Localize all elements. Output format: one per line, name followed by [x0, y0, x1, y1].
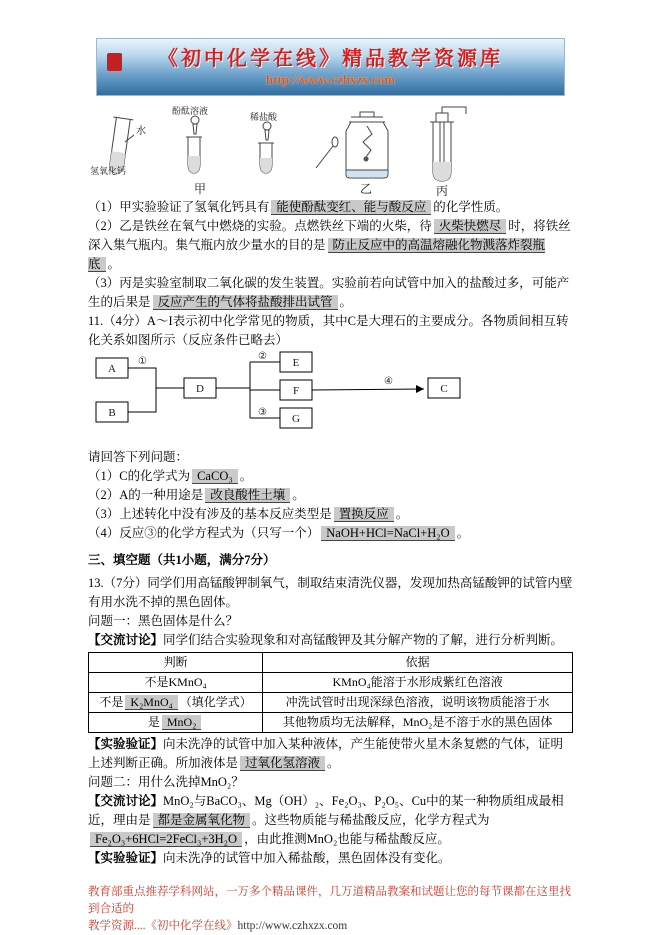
label-yi: 乙 — [360, 182, 373, 196]
q10-item-2 — [88, 217, 573, 274]
q13-equation-answer: Fe₂O₃+6HCl=2FeCl₃+3H₂O — [90, 832, 242, 847]
row2-judgment — [89, 693, 263, 713]
dropper-hcl — [258, 122, 274, 173]
header-judgment: 判断 — [89, 653, 263, 673]
row2-answer: K₂MnO₄ — [125, 695, 177, 710]
dropper-phenolphthalein — [186, 116, 202, 173]
q11-stem: 11.（4分）A～I表示初中化学常见的物质，其中C是大理石的主要成分。各物质间相互转化关系如图所示（反应条件已略去） — [88, 314, 569, 347]
burning-match — [316, 137, 338, 168]
q13-discussion-2-pre: MnO₂与BaCO₃、Mg（OH）₂、Fe₂O₃、P₂O₅、Cu中的某一种物质组成最相近，理由是 — [88, 794, 564, 827]
q11-s2-answer: 改良酸性土壤 — [205, 488, 290, 503]
discussion-tag: 【交流讨论】 — [88, 633, 164, 647]
q10-i2-post: 。 — [107, 257, 121, 271]
q13-discussion-2 — [88, 792, 573, 849]
q11-sub-3 — [88, 505, 573, 524]
row3-answer: MnO₂ — [162, 715, 202, 730]
row1-basis: KMnO₄能溶于水形成紫红色溶液 — [263, 673, 573, 693]
q10-i1-pre: （1）甲实验验证了氢氧化钙具有 — [88, 200, 270, 214]
q10-item-1 — [88, 198, 573, 217]
verify-tag: 【实验验证】 — [88, 851, 164, 865]
site-banner — [96, 38, 565, 96]
reaction-3-label: ③ — [258, 407, 267, 418]
label-dilute-hcl: 稀盐酸 — [250, 112, 278, 122]
q11-s1-post: 。 — [239, 469, 253, 483]
node-g: G — [292, 413, 300, 425]
judgment-basis-table — [88, 652, 573, 733]
q13-verify-1-pre: 向未洗净的试管中加入某种液体，产生能使带火星木条复燃的气体，证明上述判断正确。所加液体是 — [88, 737, 564, 770]
q13-equation-post: ，由此推测MnO₂也能与稀盐酸反应。 — [244, 832, 450, 846]
node-d: D — [196, 383, 204, 395]
q13-discussion-2-mid: 。这些物质能与稀盐酸反应，化学方程式为 — [252, 813, 490, 827]
q10-i3-pre: （3）丙是实验室制取二氧化碳的发生装置。实验前若向试管中加入的盐酸过多，可能产生的后果是 — [88, 276, 570, 309]
label-jia: 甲 — [194, 182, 207, 196]
reaction-1-label: ① — [138, 356, 147, 367]
node-a: A — [108, 363, 116, 375]
q10-i2-answer-2: 防止反应中的高温熔融化物溅落炸裂瓶底 — [88, 238, 546, 271]
section-3-heading: 三、填空题（共1小题，满分7分） — [88, 553, 276, 567]
q11-s3-post: 。 — [395, 507, 409, 521]
table-row — [89, 693, 573, 713]
q10-i1-answer: 能使酚酞变红、能与酸反应 — [271, 200, 431, 215]
label-bing: 丙 — [436, 184, 449, 196]
q13-problem-1: 问题一：黑色固体是什么？ — [88, 614, 239, 628]
footer-line-1: 教育部重点推荐学科网站，一万多个精品课件，几万道精品教案和试题让您的每节课都在这里找到合适的 — [88, 886, 571, 915]
label-water: 水 — [136, 126, 146, 137]
q10-item-3 — [88, 274, 573, 312]
footer-line-2-text: 教学资源....《初中化学在线》 — [88, 920, 238, 932]
node-f: F — [292, 385, 300, 397]
banner-url-link[interactable]: http://www.czhxzx.com — [265, 71, 396, 87]
footer-url-link[interactable]: http://www.czhxzx.com — [237, 920, 348, 932]
q11-s3-answer: 置换反应 — [334, 507, 394, 522]
q10-i3-post: 。 — [339, 295, 353, 309]
q13-discussion-1-text: 同学们结合实验现象和对高锰酸钾及其分解产物的了解，进行分析判断。 — [163, 633, 564, 647]
q11-s1-answer: CaCO₃ — [192, 469, 238, 484]
q11-sub-2 — [88, 486, 573, 505]
q11-sub-1 — [88, 467, 573, 486]
q11-s4-answer: NaOH+HCl=NaCl+H₂O — [321, 526, 454, 541]
header-basis: 依据 — [263, 653, 573, 673]
row3-basis: 其他物质均无法解释，MnO₂是不溶于水的黑色固体 — [263, 713, 573, 733]
apparatus-figure — [88, 104, 573, 196]
label-calcium-hydroxide: 氢氧化钙 — [90, 166, 127, 176]
table-row — [89, 713, 573, 733]
q13-verify-2 — [88, 849, 573, 868]
q13-discussion-1 — [88, 631, 573, 650]
q11-flow-diagram — [88, 350, 573, 446]
q11-prompt: 请回答下列问题： — [88, 450, 189, 464]
q13-stem: 13.（7分）同学们用高锰酸钾制氧气，制取结束清洗仪器，发现加热高锰酸钾的试管内壁有用水洗不掉的黑色固体。 — [88, 576, 573, 609]
q13-verify-1-post: 。 — [327, 756, 340, 770]
q10-i3-answer: 反应产生的气体将盐酸排出试管 — [153, 295, 338, 310]
q10-i1-post: 的化学性质。 — [433, 200, 509, 214]
q11-s2-pre: （2）A的一种用途是 — [88, 488, 204, 502]
q13-verify-2-text: 向未洗净的试管中加入稀盐酸，黑色固体没有变化。 — [163, 851, 451, 865]
banner-title: 《初中化学在线》精品教学资源库 — [158, 47, 503, 70]
reaction-4-label: ④ — [384, 376, 393, 387]
q13-discussion-2-answer: 都是金属氧化物 — [153, 813, 251, 828]
row3-pre: 是 — [147, 715, 160, 729]
discussion-tag: 【交流讨论】 — [88, 794, 164, 808]
row2-pre: 不是 — [99, 695, 124, 709]
q10-i2-pre: （2）乙是铁丝在氧气中燃烧的实验。点燃铁丝下端的火柴，待 — [88, 219, 432, 233]
generator-tube — [430, 107, 466, 181]
table-row — [89, 673, 573, 693]
q11-s3-pre: （3）上述转化中没有涉及的基本反应类型是 — [88, 507, 332, 521]
table-header-row — [89, 653, 573, 673]
reaction-2-label: ② — [258, 351, 267, 362]
q13-verify-1-answer: 过氧化氢溶液 — [240, 756, 325, 771]
q11-s2-post: 。 — [292, 488, 305, 502]
q11-sub-4 — [88, 524, 573, 543]
q11-s4-post: 。 — [456, 526, 470, 540]
node-c: C — [440, 383, 448, 395]
q11-s4-pre: （4）反应③的化学方程式为（只写一个） — [88, 526, 320, 540]
row1-judgment: 不是KMnO₄ — [89, 673, 263, 693]
footer-line-2 — [88, 918, 573, 935]
node-e: E — [292, 357, 300, 369]
verify-tag: 【实验验证】 — [88, 737, 164, 751]
q10-i2-answer-1: 火柴快燃尽 — [434, 219, 507, 234]
page-footer — [88, 884, 573, 935]
row2-basis: 冲洗试管时出现深绿色溶液，说明该物质能溶于水 — [263, 693, 573, 713]
node-b: B — [108, 407, 116, 419]
row3-judgment — [89, 713, 263, 733]
q13-verify-1 — [88, 735, 573, 773]
row2-post: （填化学式） — [179, 695, 252, 709]
q11-s1-pre: （1）C的化学式为 — [88, 469, 191, 483]
q10-i2-mid: 时，将铁丝深入集气瓶内。集气瓶内放少量水的目的是 — [88, 219, 571, 252]
gas-bottle — [346, 112, 388, 178]
banner-seal — [107, 53, 122, 71]
q13-problem-2: 问题二：用什么洗掉MnO₂？ — [88, 775, 244, 789]
label-phenolphthalein: 酚酞溶液 — [172, 106, 209, 116]
